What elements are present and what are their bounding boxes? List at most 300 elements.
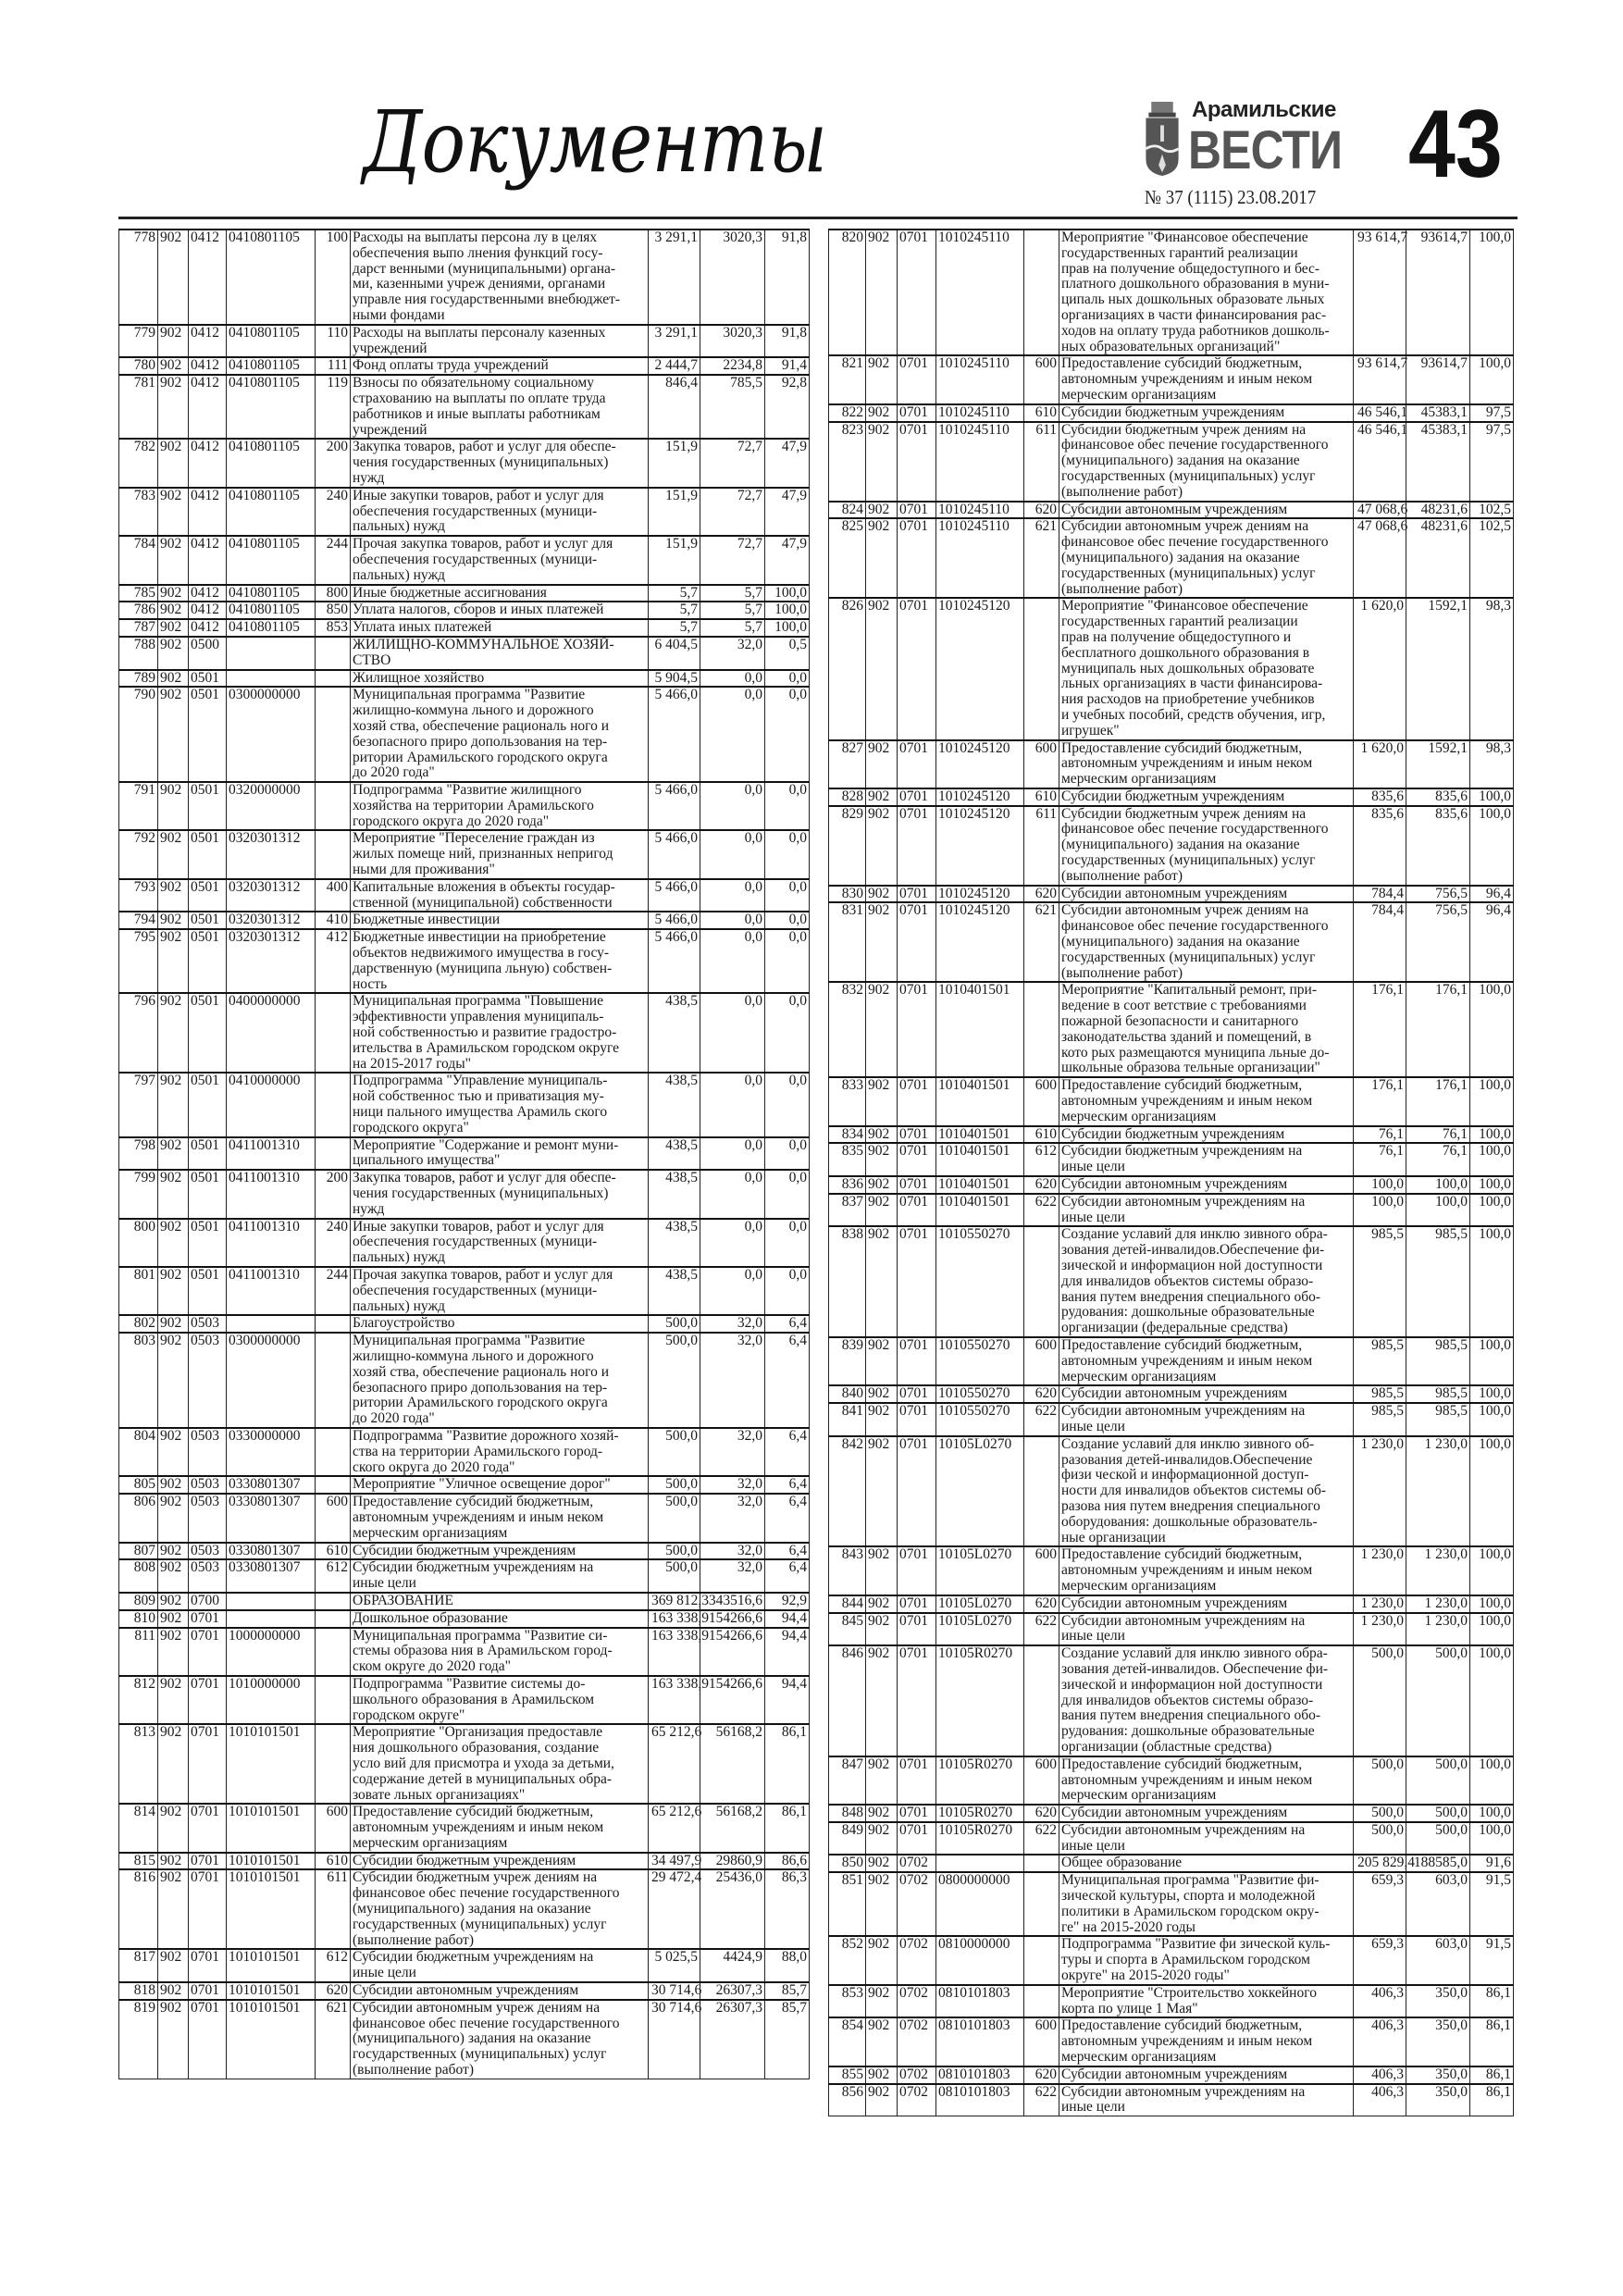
item-description: Субсидии автономным учреждениям на иные цели [1061,1612,1306,1644]
row-number-cell [829,1872,866,1936]
execution-percent: 100,0 [1479,1077,1511,1094]
section-code-cell [898,1822,936,1855]
target-article-code: 0810101803 [938,2083,1010,2100]
planned-amount: 438,5 [665,1073,698,1089]
table-row [119,782,810,830]
table-row [829,502,1514,519]
actual-amount: 72,7 [737,536,762,552]
planned-amount-cell [1354,1822,1406,1855]
actual-amount: 25436,0 [715,1869,762,1886]
item-description: Прочая закупка товаров, работ и услуг для обеспечения государственных (муници- пальных) нужд [353,1267,613,1314]
execution-percent: 98,3 [1485,739,1511,756]
item-description: Субсидии автономным учреждениям [1061,1385,1288,1402]
execution-percent: 0,0 [788,830,807,847]
actual-amount: 0,0 [744,1267,762,1283]
item-description-cell [1059,1226,1354,1337]
actual-amount: 1592,1 [1428,598,1468,614]
expense-type-code-cell [316,1853,351,1870]
department-code: 902 [160,1852,182,1868]
section-code-cell [898,355,936,403]
table-row [829,230,1514,355]
target-article-code: 10105R0270 [938,1821,1013,1838]
row-number: 843 [841,1546,863,1563]
target-article-code-cell [227,2000,316,2079]
department-code: 902 [868,1403,890,1420]
expense-type-code-cell [316,912,351,929]
actual-amount-cell [1406,1855,1470,1872]
target-article-code: 0410801105 [229,602,300,618]
execution-percent: 100,0 [1479,1612,1511,1629]
target-article-code-cell [227,1982,316,2000]
target-article-code-cell [227,439,316,487]
table-row [119,1593,810,1610]
row-number: 800 [133,1218,155,1235]
item-description: Закупка товаров, работ и услуг для обеспе- чения государственных (муниципальных) нужд [353,1170,616,1217]
target-article-code-cell [227,1628,316,1676]
row-number: 821 [841,355,863,372]
table-row [829,1822,1514,1855]
section-code-cell [189,357,227,375]
planned-amount: 985,5 [1371,1385,1404,1402]
expense-type-code-cell [1024,1194,1059,1227]
row-number: 803 [133,1333,155,1349]
department-code-cell [158,670,189,688]
planned-amount-cell [1354,230,1406,355]
expense-type-code-cell [316,619,351,637]
item-description: Мероприятие "Организация предоставле ния дошкольного образования, создание усло вий для присмотра и ухода за детьми, содержание детей в муниципальных обра- зовате льных организациях" [353,1724,614,1803]
item-description: Иные закупки товаров, работ и услуг для обеспечения государственных (муници- пальных) нужд [353,1218,604,1266]
planned-amount-cell [1354,1403,1406,1436]
table-row [119,619,810,637]
planned-amount: 438,5 [665,1267,698,1283]
section-code-cell [189,637,227,670]
target-article-code-cell [227,1559,316,1593]
department-code-cell [158,912,189,929]
target-article-code: 1010550270 [938,1336,1010,1353]
expense-type-code: 612 [326,1559,348,1576]
expense-type-code-cell [1024,1176,1059,1194]
row-number-cell [829,1385,866,1403]
section-code-cell [898,982,936,1077]
execution-percent: 86,1 [1485,2083,1511,2100]
section-code: 0412 [191,230,219,245]
department-code-cell [866,1872,898,1936]
execution-percent-cell [765,687,810,782]
department-code-cell [866,1385,898,1403]
expense-type-code: 620 [326,1982,348,1999]
department-code-cell [158,1949,189,1982]
expense-type-code-cell [316,439,351,487]
row-number: 792 [133,830,155,847]
actual-amount: 32,0 [737,1559,762,1576]
actual-amount-cell [700,637,765,670]
expense-type-code-cell [1024,886,1059,903]
row-number-cell [119,1593,158,1610]
department-code-cell [158,1543,189,1560]
row-number-cell [829,1126,866,1144]
target-article-code-cell [936,2066,1024,2084]
actual-amount: 343516,6 [708,1592,762,1608]
row-number-cell [829,886,866,903]
department-code: 902 [160,357,182,374]
table-row [119,929,810,993]
row-number: 801 [133,1267,155,1283]
actual-amount: 603,0 [1435,1936,1468,1953]
target-article-code-cell [936,1143,1024,1176]
table-row [119,439,810,487]
actual-amount-cell [700,1543,765,1560]
section-code-cell [898,806,936,886]
table-row [829,1872,1514,1936]
section-code-cell [898,1645,936,1756]
item-description: Субсидии бюджетным учреж дениям на финансовое обес печение государственного (муниципального) задания на оказание государственных (муниципальных) услуг (выполнение работ) [353,1869,620,1948]
table-row [829,1176,1514,1194]
department-code-cell [866,982,898,1077]
target-article-code: 1010101501 [229,1869,301,1886]
section-code-cell [189,929,227,993]
target-article-code: 0411001310 [229,1136,300,1153]
target-article-code-cell [936,1176,1024,1194]
row-number-cell [829,902,866,982]
actual-amount: 985,5 [1435,1385,1468,1402]
table-row [119,1982,810,2000]
item-description-cell [351,637,649,670]
department-code-cell [158,1853,189,1870]
actual-amount-cell [700,830,765,878]
execution-percent: 100,0 [1479,1336,1511,1353]
target-article-code-cell [227,782,316,830]
row-number: 844 [841,1595,863,1611]
actual-amount: 26307,3 [715,1999,762,2016]
actual-amount-cell [700,536,765,584]
execution-percent-cell [1470,1126,1514,1144]
department-code: 902 [160,1170,182,1186]
item-description-cell [1059,1143,1354,1176]
execution-percent: 47,9 [781,536,807,552]
target-article-code: 1010101501 [229,1999,301,2016]
actual-amount-cell [1406,886,1470,903]
target-article-code-cell [227,602,316,619]
actual-amount-cell [700,1073,765,1136]
section-code: 0501 [191,782,219,799]
item-description-cell [351,1949,649,1982]
target-article-code-cell [936,1126,1024,1144]
item-description: Субсидии автономным учреждениям на иные цели [1061,2083,1306,2116]
planned-amount: 163 338,9 [651,1609,709,1626]
page-number: 43 [1408,91,1503,198]
department-code-cell [866,1077,898,1125]
actual-amount-cell [700,1982,765,2000]
section-code-cell [189,1267,227,1315]
department-code: 902 [868,1595,890,1611]
expense-type-code-cell [1024,1385,1059,1403]
target-article-code: 10105L0270 [938,1546,1012,1563]
department-code: 902 [868,421,890,438]
section-code: 0701 [899,805,928,822]
expense-type-code-cell [1024,1936,1059,1984]
row-number: 841 [841,1403,863,1420]
row-number: 820 [841,230,863,245]
item-description: Расходы на выплаты персона лу в целях обеспечения выпо лнения функций госу- дарст венными (муниципальными) органа- ми, казенными учреж дениями, органами управле ния государственными внебюджет- ными фондами [353,230,621,323]
actual-amount-cell [1406,1436,1470,1547]
section-code: 0701 [899,885,928,901]
planned-amount-cell [1354,2017,1406,2066]
planned-amount-cell [649,1627,709,1676]
execution-percent-cell [765,879,810,912]
execution-percent-cell [765,1724,810,1804]
planned-amount-cell [649,1543,700,1560]
department-code: 902 [160,487,182,503]
target-article-code-cell [936,518,1024,598]
planned-amount-cell [1354,1143,1406,1176]
row-number: 847 [841,1756,863,1772]
planned-amount: 163 338,9 [651,1675,709,1692]
planned-amount-cell [649,879,700,912]
section-code-cell [189,230,227,325]
actual-amount-cell [700,602,765,619]
planned-amount: 5 466,0 [654,878,698,895]
item-description-cell [351,1333,649,1428]
item-description-cell [1059,982,1354,1077]
item-description: Жилищное хозяйство [353,669,485,686]
item-description: Субсидии бюджетным учреждениям на иные цели [353,1559,594,1592]
row-number: 818 [133,1982,155,1999]
row-number-cell [119,619,158,637]
row-number-cell [829,2017,866,2066]
row-number: 831 [841,902,863,919]
planned-amount: 1 230,0 [1360,1546,1404,1563]
department-code-cell [866,806,898,886]
actual-amount-cell [700,782,765,830]
section-code-cell [189,1724,227,1804]
row-number: 840 [841,1385,863,1402]
actual-amount: 76,1 [1442,1143,1468,1160]
department-code: 902 [160,1333,182,1349]
expense-type-code-cell [1024,1613,1059,1646]
item-description: Субсидии автономным учреждениям [1061,1595,1288,1611]
row-number-cell [829,1077,866,1125]
execution-percent: 0,0 [788,912,807,928]
target-article-code: 0410801105 [229,584,300,601]
expense-type-code-cell [316,1610,351,1628]
table-row [829,1194,1514,1227]
table-row [829,1613,1514,1646]
target-article-code: 1010101501 [229,1982,301,1999]
table-row [119,830,810,878]
section-code: 0701 [899,501,928,517]
planned-amount-cell [649,585,700,602]
execution-percent: 6,4 [788,1559,807,1576]
section-code: 0412 [191,357,219,374]
expense-type-code-cell [316,1676,351,1724]
planned-amount: 47 068,6 [1357,501,1408,517]
planned-amount-cell [1354,1855,1415,1872]
section-code: 0701 [899,1077,928,1094]
planned-amount: 76,1 [1378,1143,1404,1160]
department-code: 902 [868,1143,890,1160]
execution-percent-cell [765,1333,810,1428]
execution-percent: 0,0 [788,1073,807,1089]
execution-percent: 100,0 [774,619,807,636]
execution-percent: 98,3 [1485,598,1511,614]
section-code: 0501 [191,1136,219,1153]
department-code-cell [866,518,898,598]
table-row [829,1756,1514,1805]
actual-amount: 3020,3 [723,230,762,245]
item-description-cell [351,1476,649,1494]
table-row [119,1676,810,1724]
target-article-code: 0410801105 [229,357,300,374]
actual-amount: 0,0 [744,1073,762,1089]
planned-amount-cell [649,439,700,487]
row-number-cell [829,598,866,739]
item-description-cell [351,993,649,1073]
actual-amount-cell [700,1628,765,1676]
execution-percent-cell [765,602,810,619]
execution-percent: 100,0 [1479,1805,1511,1821]
department-code-cell [866,1985,898,2018]
planned-amount: 93 614,7 [1357,230,1408,245]
row-number-cell [829,1645,866,1756]
row-number: 783 [133,487,155,503]
actual-amount: 48231,6 [1420,518,1468,535]
target-article-code: 0410801105 [229,324,300,341]
item-description-cell [351,1170,649,1218]
row-number: 846 [841,1645,863,1662]
section-code-cell [189,619,227,637]
planned-amount: 6 404,5 [654,636,698,652]
section-code: 0412 [191,584,219,601]
planned-amount-cell [649,1724,700,1804]
expense-type-code-cell [316,585,351,602]
department-code: 902 [160,1999,182,2016]
actual-amount: 26307,3 [715,1982,762,1999]
department-code: 902 [868,1385,890,1402]
expense-type-code-cell [316,1267,351,1315]
planned-amount: 406,3 [1371,2066,1404,2082]
execution-percent: 0,0 [788,1170,807,1186]
expense-type-code-cell [1024,902,1059,982]
execution-percent: 86,1 [1485,2066,1511,2082]
row-number: 779 [133,324,155,341]
section-code-cell [189,439,227,487]
row-number-cell [119,1428,158,1476]
department-code: 902 [868,1193,890,1210]
target-article-code: 0400000000 [229,993,301,1010]
section-code: 0701 [899,1403,928,1420]
expense-type-code: 622 [1035,1403,1057,1420]
expense-type-code: 620 [1035,1385,1057,1402]
expense-type-code-cell [316,1628,351,1676]
target-article-code: 1010401501 [938,1143,1010,1160]
execution-percent-cell [1470,886,1514,903]
department-code-cell [866,1546,898,1595]
planned-amount-cell [649,637,700,670]
planned-amount-cell [649,230,700,325]
expense-type-code-cell [316,1949,351,1982]
item-description-cell [351,1137,649,1171]
row-number-cell [829,740,866,788]
planned-amount: 500,0 [665,1427,698,1444]
execution-percent: 100,0 [1479,1595,1511,1611]
table-row [829,982,1514,1077]
table-row [829,355,1514,403]
execution-percent-cell [1470,1385,1514,1403]
item-description: Предоставление субсидий бюджетным, автономным учреждениям и иным неком мерческим организациям [1061,2017,1313,2066]
planned-amount-cell [1354,806,1406,886]
item-description-cell [351,619,649,637]
item-description: Предоставление субсидий бюджетным, автономным учреждениям и иным неком мерческим организациям [1061,1546,1313,1594]
target-article-code-cell [936,1645,1024,1756]
section-code: 0701 [191,1609,219,1626]
item-description-cell [1059,740,1354,788]
section-code: 0700 [191,1592,219,1608]
expense-type-code: 600 [326,1804,348,1820]
planned-amount: 369 812,3 [651,1592,709,1608]
planned-amount: 500,0 [665,1542,698,1558]
expense-type-code: 621 [1035,902,1057,919]
row-number: 806 [133,1494,155,1510]
department-code: 902 [160,1267,182,1283]
department-code: 902 [868,1226,890,1243]
planned-amount-cell [1354,1613,1406,1646]
department-code-cell [866,2084,898,2116]
planned-amount-cell [649,1494,700,1542]
execution-percent: 100,0 [1479,1125,1511,1142]
planned-amount-cell [1354,1385,1406,1403]
row-number-cell [119,1315,158,1333]
section-code: 0701 [899,1226,928,1243]
row-number-cell [119,1333,158,1428]
row-number: 799 [133,1170,155,1186]
item-description-cell [351,1610,649,1628]
planned-amount-cell [1354,2084,1406,2116]
actual-amount-cell [700,912,765,929]
actual-amount: 32,0 [737,1494,762,1510]
actual-amount-cell [1406,1077,1470,1125]
execution-percent-cell [765,1476,810,1494]
section-code: 0702 [899,2083,928,2100]
row-number-cell [829,1546,866,1595]
planned-amount: 406,3 [1371,1984,1404,2001]
table-row [119,375,810,439]
planned-amount-cell [649,929,700,993]
department-code: 902 [868,1855,890,1871]
target-article-code: 10105R0270 [938,1645,1013,1662]
planned-amount-cell [1354,1985,1406,2018]
execution-percent: 47,9 [781,439,807,455]
department-code-cell [866,1403,898,1436]
department-code: 902 [160,1494,182,1510]
planned-amount-cell [1354,1436,1406,1547]
target-article-code-cell [227,637,316,670]
planned-amount-cell [1354,788,1406,806]
row-number-cell [119,1170,158,1218]
actual-amount: 76,1 [1442,1125,1468,1142]
row-number-cell [119,879,158,912]
department-code: 902 [160,1982,182,1999]
section-code: 0702 [899,2017,928,2034]
row-number-cell [119,585,158,602]
expense-type-code: 620 [1035,1595,1057,1611]
table-row [119,1853,810,1870]
item-description: Подпрограмма "Развитие системы до- школьного образования в Арамильском городском округе" [353,1675,595,1723]
department-code: 902 [160,830,182,847]
item-description: Мероприятие "Капитальный ремонт, при- ведение в соот ветствие с требованиями пожарной безопасности и санитарного законодательства зданий и помещений, в кото рых размещаются муниципа льные до- школьные образова тельные организации" [1061,982,1330,1076]
item-description-cell [351,1724,649,1804]
expense-type-code: 853 [326,619,348,636]
section-code-cell [898,740,936,788]
